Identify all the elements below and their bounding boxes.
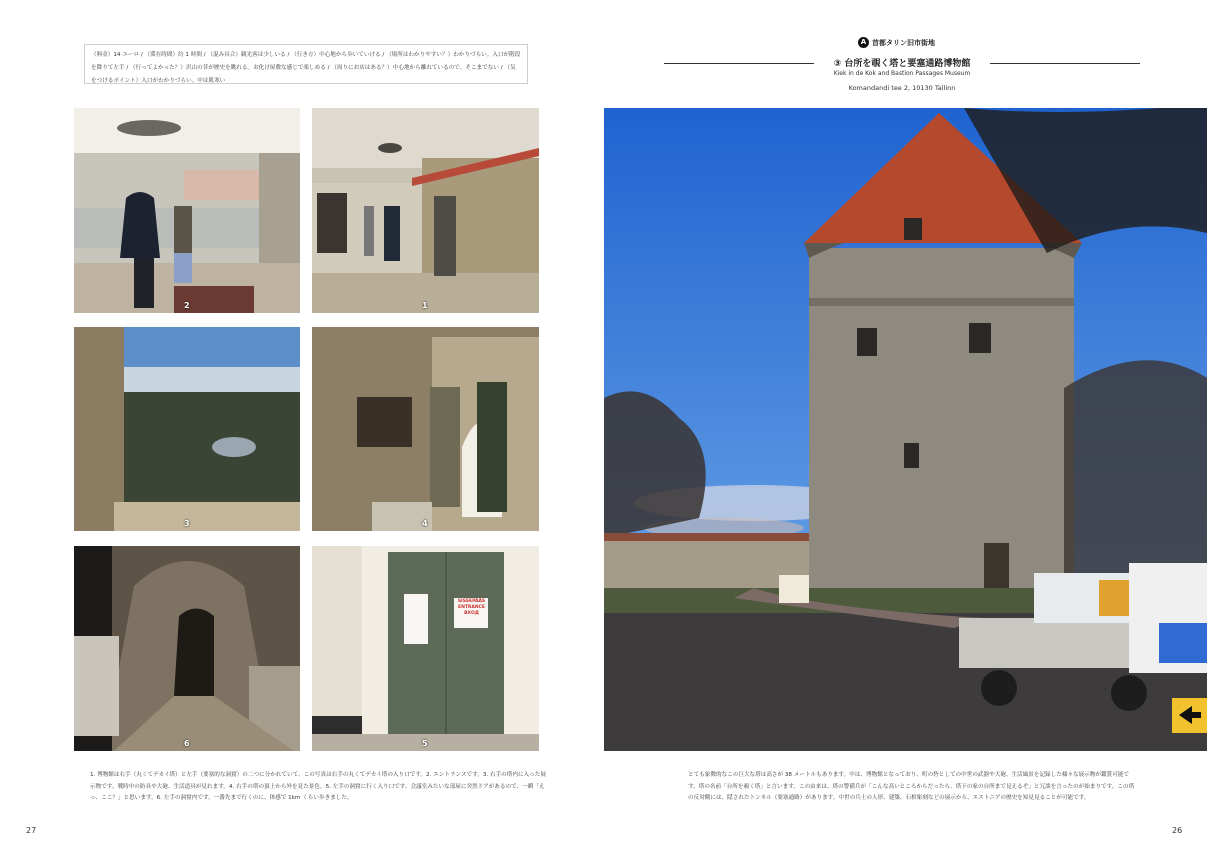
passage-image [74,546,300,751]
area-badge: A [858,37,869,48]
area-label [858,37,935,48]
page-number-right: 26 [1172,826,1183,835]
hall-image [312,108,539,313]
photo-door [312,546,539,751]
photo-passage [74,546,300,751]
door-image [312,546,539,751]
lobby-image [74,108,300,313]
photo-tower-view [74,327,300,531]
right-caption: とても象徴的なこの巨大な塔は高さが 38 メートルもあります。中は、博物館となっており、町の砦としての中世の武器や大砲、生活風景を記録した様々な展示物が鑑賞可能です。塔の名前「台所を覗く塔」と言います。この由来は、塔の警備兵が「こんな高いところからだったら、塔下の家の台所まで見えるぞ」と冗談を言ったのが始まりです。この塔の反対側には、隠されたトンネル（要塞通路）があります。中世の兵士の人形、建築、石棺彫刻などの展示から、エストニアの歴史を知見見ることが可能です。 [688,772,1135,801]
door-sign [455,599,488,617]
article-title: ③ 台所を覗く塔と要塞通路博物館 [833,59,971,69]
title-row [664,56,1140,70]
page-number-left: 27 [26,826,37,835]
door-sign-line3: ВХОД [464,611,479,616]
door-sign-line1: SISSEPÄÄS [457,599,486,604]
left-caption: 1. 博物館は右手（丸くてデカイ塔）と左手（要塞的な洞窟）の二つに分かれていて、この写真は右手の丸くてデカイ塔の入り口です。2. エントランスです。3. 右手の塔内に入った展示物です。戦時中の防具や大砲、生活道具が見れます。4. 右手の塔の頂上から外を見た景色。5. 左手の洞窟に行く入り口です。会議室みたいな部屋に突然ドアがあるので、一瞬「えっ、ここ？」と思います。6. 左手の洞窟内です。一番先まで行くのに、体感で 1km くらい歩きました。 [90,772,546,801]
photo-entrance-lobby [74,108,300,313]
photo-soldiers [312,327,539,531]
view-image [74,327,300,531]
photo-number: 4 [422,519,428,528]
photo-number: 1 [422,301,428,310]
info-box: （料金）14 ユーロ / （滞在時間）約 1 時間 / （混み具合）観光客は少しいる / （行き方）中心地から歩いていける / （場所はわかりやすい？）わかりづらい。入口が階段を降りて左手 / （行ってよかった？）沢山の昔が歴史を眺れる。お化け屋敷な感じで楽しめる / （周りにお店はある？）中心地から離れているので、そこまでない / （気をつけるポイント）入口がわかりづらい。中は肌寒い [84,44,528,84]
photo-entrance-hall [312,108,539,313]
photo-number: 6 [184,739,190,748]
photo-number: 5 [422,739,428,748]
tower-image [604,108,1207,751]
door-sign-line2: ENTRANCE [458,605,485,610]
article-subtitle: Kiek in de Kok and Bastion Passages Museum [833,70,971,77]
photo-tower [604,108,1207,751]
museum-address: Komandandi tee 2, 10130 Tallinn [848,84,956,92]
photo-number: 3 [184,519,190,528]
soldiers-image [312,327,539,531]
photo-number: 2 [184,301,190,310]
area-name: 首都タリン旧市街地 [872,38,935,47]
